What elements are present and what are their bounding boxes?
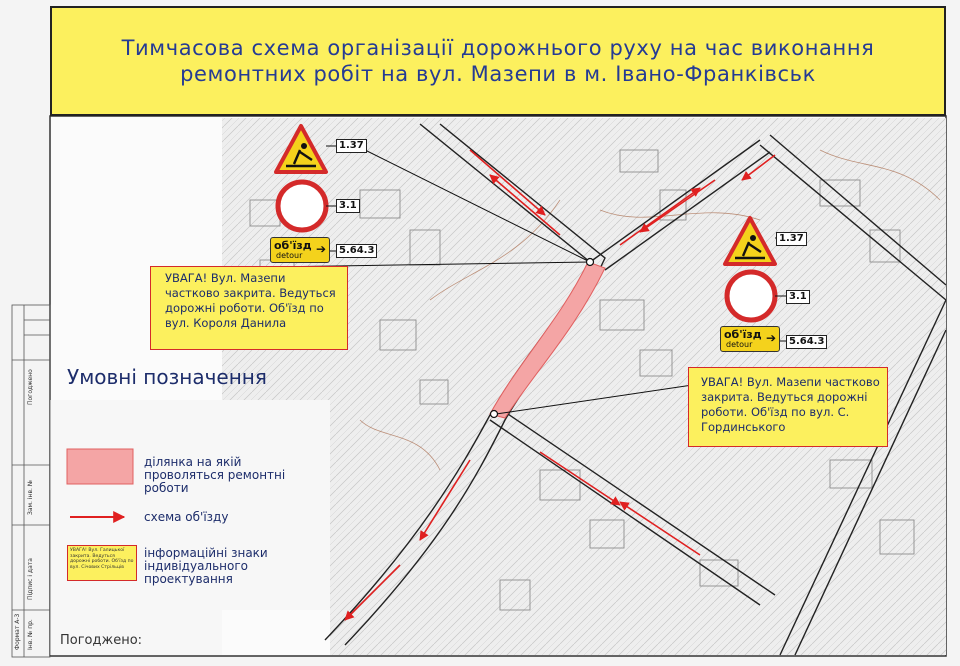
legend-repair-swatch: [67, 449, 133, 484]
detour-arrow-icon: ➔: [765, 331, 776, 345]
stamp-approved: Погоджено: [27, 369, 34, 405]
title-banner: [50, 6, 946, 116]
sign-code-no-entry-east: 3.1: [786, 290, 810, 304]
stamp-format: Формат А-3: [14, 613, 21, 650]
sign-code-road-works-east: 1.37: [776, 232, 807, 246]
no-entry-sign-north: [278, 182, 326, 230]
agreed-label: Погоджено:: [60, 633, 143, 648]
stamp-replace-inv: Зам. інв. №: [27, 479, 34, 515]
legend-repair-label: ділянка на якій проволяться ремонтні роботи: [144, 455, 286, 495]
legend-info-signs-label: інформаційні знаки індивідуального проектування: [144, 546, 268, 586]
warning-note-north: УВАГА! Вул. Мазепи частково закрита. Ведуться дорожні роботи. Об'їзд по вул. Короля Данила: [150, 266, 348, 350]
sign-code-no-entry-north: 3.1: [336, 199, 360, 213]
detour-sign-label: об'їзд: [274, 239, 312, 252]
legend-detour-label: схема об'їзду: [144, 510, 229, 524]
stamp-sign-date: Підпис і дата: [27, 558, 34, 600]
page-title: Тимчасова схема організації дорожнього руху на час виконання ремонтних робіт на вул. Мазепи в м. Івано-Франківськ: [121, 36, 875, 86]
detour-arrow-icon: ➔: [315, 242, 326, 256]
detour-sign-sublabel: detour: [726, 340, 753, 349]
detour-sign-east: [720, 326, 780, 352]
sign-code-detour-east: 5.64.3: [786, 335, 827, 349]
no-entry-sign-east: [727, 272, 775, 320]
detour-sign-sublabel: detour: [276, 251, 303, 260]
warning-note-east: УВАГА! Вул. Мазепи частково закрита. Ведуться дорожні роботи. Об'їзд по вул. С. Гординського: [688, 367, 888, 447]
sign-code-road-works-north: 1.37: [336, 139, 367, 153]
detour-sign-label: об'їзд: [724, 328, 762, 341]
legend-info-sign-sample: УВАГА! Вул. Галицької закрита. Ведуться дорожні роботи. Об'їзд по вул. Січових Стрільців: [67, 545, 137, 581]
stamp-inv-no: Інв. № пр.: [27, 619, 34, 650]
legend-title: Умовні позначення: [67, 365, 267, 389]
sign-code-detour-north: 5.64.3: [336, 244, 377, 258]
detour-sign-north: [270, 237, 330, 263]
